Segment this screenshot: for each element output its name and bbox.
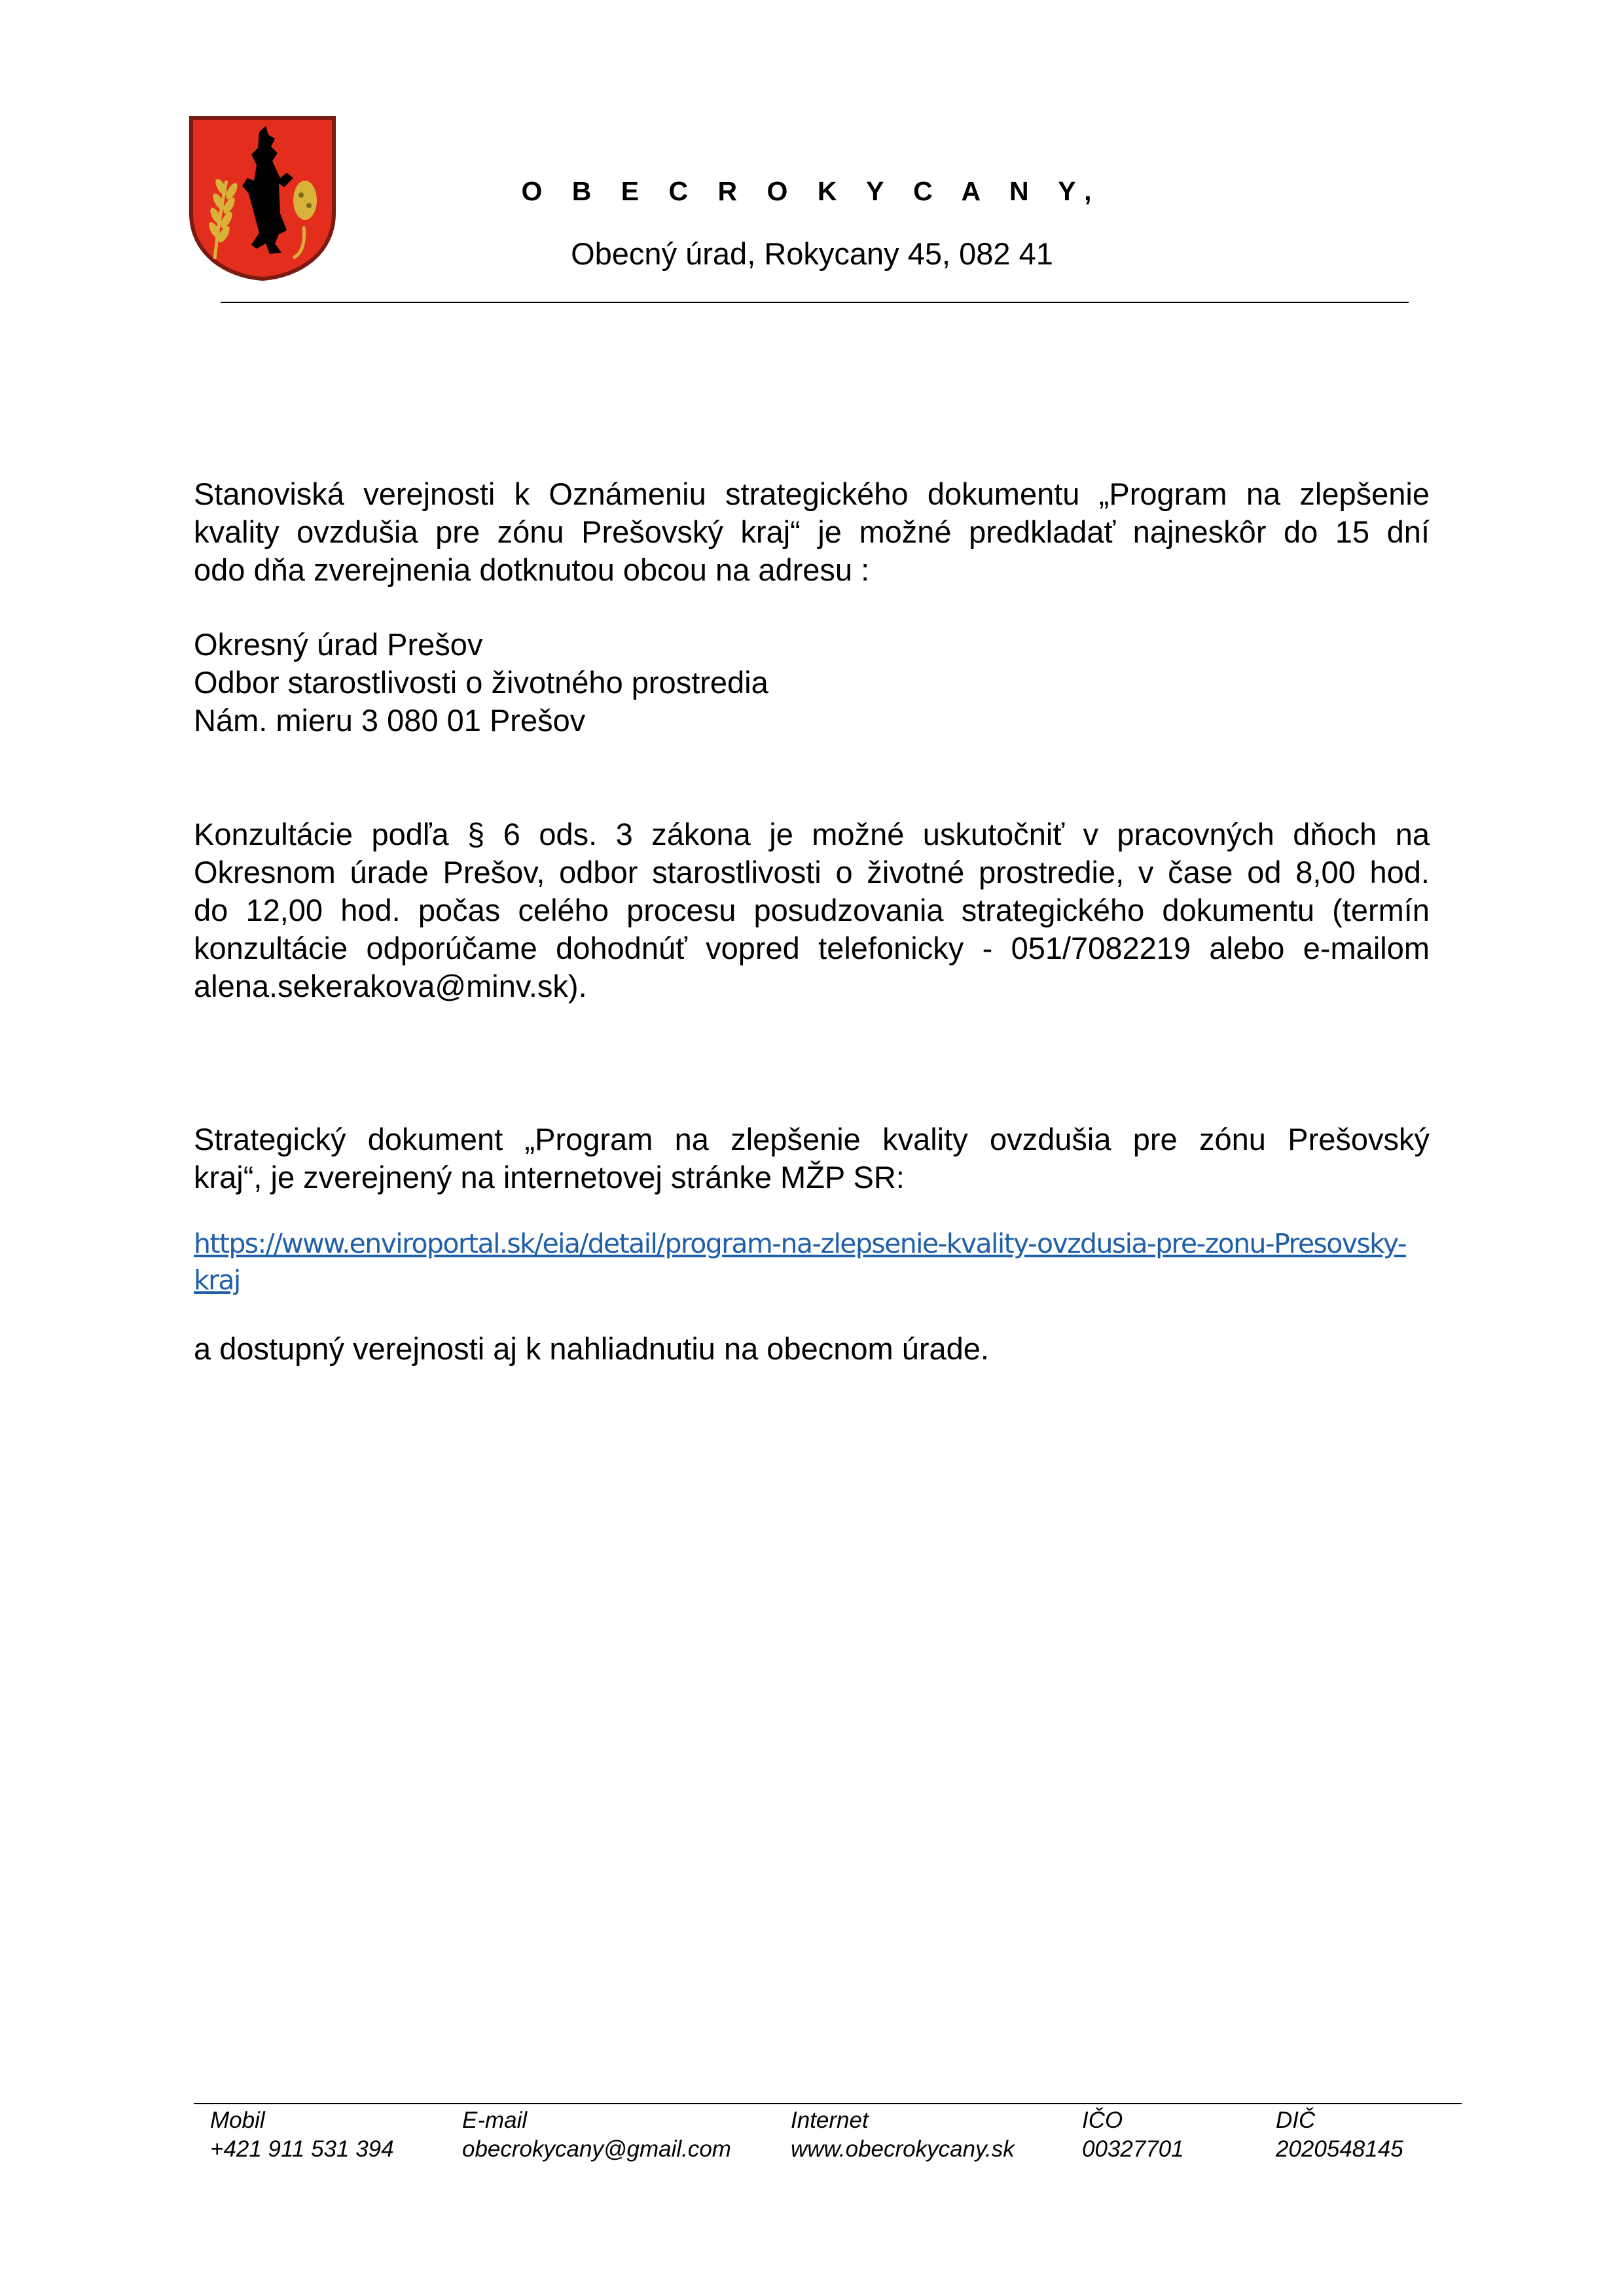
footer-value: 2020548145 xyxy=(1276,2136,1403,2162)
enviroportal-link[interactable] xyxy=(194,1225,1430,1299)
paragraph-line: Okresnom úrade Prešov, odbor starostlivosti o životné prostredie, v čase od 8,00 hod. xyxy=(194,855,1430,889)
paragraph-line: Konzultácie podľa § 6 ods. 3 zákona je možné uskutočniť v pracovných dňoch na xyxy=(194,817,1430,852)
paragraph-line: odo dňa zverejnenia dotknutou obcou na adresu : xyxy=(194,552,870,587)
footer-internet xyxy=(791,2106,1015,2164)
footer-dic xyxy=(1276,2106,1403,2164)
paragraph-line: Stanoviská verejnosti k Oznámeniu strategického dokumentu „Program na zlepšenie xyxy=(194,476,1430,511)
footer-label: IČO xyxy=(1082,2108,1123,2133)
address-line: Odbor starostlivosti o životného prostredia xyxy=(194,665,768,700)
paragraph-line: kraj“, je zverejnený na internetovej stránke MŽP SR: xyxy=(194,1160,905,1194)
footer-value: 00327701 xyxy=(1082,2136,1184,2162)
paragraph-strategic-document xyxy=(194,1121,1430,1196)
paragraph-line: Strategický dokument „Program na zlepšenie kvality ovzdušia pre zónu Prešovský xyxy=(194,1122,1430,1157)
paragraph-availability: a dostupný verejnosti aj k nahliadnutiu na obecnom úrade. xyxy=(194,1331,989,1366)
paragraph-line: alena.sekerakova@minv.sk). xyxy=(194,969,587,1003)
paragraph-line: konzultácie odporúčame dohodnúť vopred telefonicky - 051/7082219 alebo e-mailom xyxy=(194,931,1430,965)
header-divider xyxy=(221,302,1409,303)
footer-label: Mobil xyxy=(210,2108,265,2133)
recipient-address xyxy=(194,626,1430,740)
address-line: Okresný úrad Prešov xyxy=(194,627,483,662)
footer-value: www.obecrokycany.sk xyxy=(791,2136,1015,2162)
footer-label: E-mail xyxy=(462,2108,528,2133)
address-line: Nám. mieru 3 080 01 Prešov xyxy=(194,703,586,738)
paragraph-consultations xyxy=(194,816,1430,1005)
footer-divider xyxy=(194,2103,1462,2104)
footer-mobile xyxy=(210,2106,394,2164)
footer-ico xyxy=(1082,2106,1184,2164)
footer-label: Internet xyxy=(791,2108,869,2133)
paragraph-statements xyxy=(194,475,1430,589)
footer-value: +421 911 531 394 xyxy=(210,2136,394,2162)
link-line[interactable]: kraj xyxy=(194,1265,240,1296)
municipality-title: O B E C R O K Y C A N Y, xyxy=(521,176,1103,206)
footer-label: DIČ xyxy=(1276,2108,1316,2133)
paragraph-line: kvality ovzdušia pre zónu Prešovský kraj“ je možné predkladať najneskôr do 15 dní xyxy=(194,514,1430,549)
footer-email xyxy=(462,2106,731,2164)
link-line[interactable]: https://www.enviroportal.sk/eia/detail/program-na-zlepsenie-kvality-ovzdusia-pre-zonu-Presovsky- xyxy=(194,1228,1406,1259)
footer-value: obecrokycany@gmail.com xyxy=(462,2136,731,2162)
paragraph-line: do 12,00 hod. počas celého procesu posudzovania strategického dokumentu (termín xyxy=(194,893,1430,927)
office-address: Obecný úrad, Rokycany 45, 082 41 xyxy=(571,236,1053,271)
